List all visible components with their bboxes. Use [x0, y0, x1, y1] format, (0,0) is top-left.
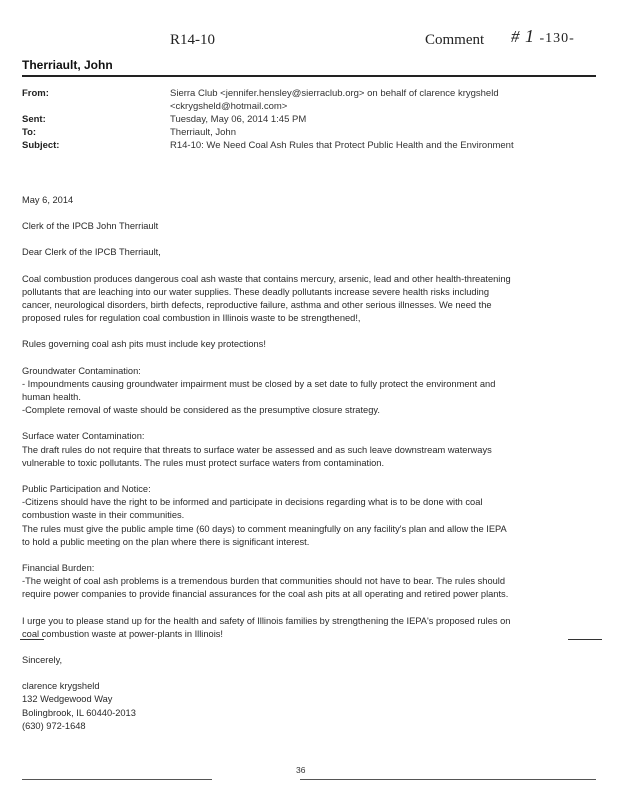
paragraph-line: proposed rules for regulation coal combustion in Illinois waste to be strengthened!, [22, 313, 361, 324]
section-heading: Public Participation and Notice: [22, 484, 151, 495]
paragraph-line: -The weight of coal ash problems is a tremendous burden that communities should not have to bear. The rules should [22, 576, 506, 587]
from-label: From: [22, 88, 49, 99]
from-value [170, 87, 596, 113]
from-value-line: <ckrygsheld@hotmail.com> [170, 101, 288, 112]
paragraph-line: vulnerable to toxic pollutants. The rules must protect surface waters from contamination. [22, 457, 385, 468]
signoff: Sincerely, [22, 655, 63, 666]
header-divider [22, 75, 596, 77]
signature-block [22, 680, 578, 733]
section-heading: Surface water Contamination: [22, 431, 145, 442]
scan-underline-mark [20, 639, 44, 640]
to-value: Therriault, John [170, 127, 237, 138]
to-row [22, 126, 596, 139]
paragraph-line: I urge you to please stand up for the health and safety of Illinois families by strengthening the IEPA's proposed rules on [22, 615, 511, 626]
paragraph-line: -Complete removal of waste should be considered as the presumptive closure strategy. [22, 405, 380, 416]
public-participation-section [22, 483, 578, 549]
comment-number-suffix: -130- [539, 31, 575, 46]
paragraph-line: Coal combustion produces dangerous coal ash waste that contains mercury, arsenic, lead and other health-threatening [22, 273, 511, 284]
comment-number: 1 [525, 26, 535, 46]
paragraph-line: require power companies to provide financial assurances for the coal ash pits at all operating and retired power plants. [22, 589, 509, 600]
rules-intro: Rules governing coal ash pits must include key protections! [22, 339, 266, 350]
comment-number-stamp [511, 26, 575, 47]
footer-rule [22, 779, 212, 780]
sent-row [22, 113, 596, 126]
subject-label: Subject: [22, 140, 60, 151]
subject-value: R14-10: We Need Coal Ash Rules that Protect Public Health and the Environment [170, 140, 514, 151]
paragraph-line: -Citizens should have the right to be informed and participate in decisions regarding what is to be done with coal [22, 497, 483, 508]
signature-name: clarence krygsheld [22, 681, 100, 692]
section-heading: Financial Burden: [22, 563, 95, 574]
letter-addressee: Clerk of the IPCB John Therriault [22, 221, 159, 232]
scan-underline-mark [568, 639, 602, 640]
letter-date: May 6, 2014 [22, 195, 74, 205]
comment-label: Comment [425, 32, 485, 48]
from-value-line: Sierra Club <jennifer.hensley@sierraclub.org> on behalf of clarence krygsheld [170, 88, 499, 99]
paragraph-line: human health. [22, 392, 81, 403]
recipient-name: Therriault, John [22, 58, 113, 72]
paragraph-line: to hold a public meeting on the plan where there is significant interest. [22, 536, 310, 547]
groundwater-section [22, 365, 578, 418]
letter-salutation: Dear Clerk of the IPCB Therriault, [22, 247, 161, 258]
subject-row [22, 139, 596, 152]
intro-paragraph [22, 273, 578, 326]
paragraph-line: The rules must give the public ample time (60 days) to comment meaningfully on any facility's plan and allow the IEPA [22, 523, 507, 534]
footer-rule [300, 779, 596, 780]
paragraph-line: - Impoundments causing groundwater impairment must be closed by a set date to fully protect the environment and [22, 378, 496, 389]
surface-water-section [22, 430, 578, 470]
sent-label: Sent: [22, 114, 46, 125]
email-metadata [22, 87, 596, 152]
docket-number: R14-10 [170, 32, 215, 48]
section-heading: Groundwater Contamination: [22, 365, 141, 376]
from-row [22, 87, 596, 113]
hash-mark: # [511, 27, 521, 46]
financial-burden-section [22, 562, 578, 602]
letter-body [22, 194, 578, 746]
signature-city: Bolingbrook, IL 60440-2013 [22, 707, 136, 718]
signature-street: 132 Wedgewood Way [22, 694, 113, 705]
paragraph-line: cancer, neurological disorders, birth defects, reproductive failure, asthma and other serious illnesses. We need the [22, 300, 492, 311]
page-number: 36 [296, 765, 306, 775]
to-label: To: [22, 127, 37, 138]
sent-value: Tuesday, May 06, 2014 1:45 PM [170, 114, 307, 125]
closing-paragraph [22, 615, 578, 641]
paragraph-line: combustion waste in their communities. [22, 510, 185, 521]
signature-phone: (630) 972-1648 [22, 720, 86, 731]
paragraph-line: pollutants that are leaching into our water supplies. These deadly pollutants increase severe health risks including [22, 286, 490, 297]
paragraph-line: The draft rules do not require that threats to surface water be assessed and as such leave downstream waterways [22, 444, 492, 455]
paragraph-line: coal combustion waste at power-plants in Illinois! [22, 628, 224, 639]
